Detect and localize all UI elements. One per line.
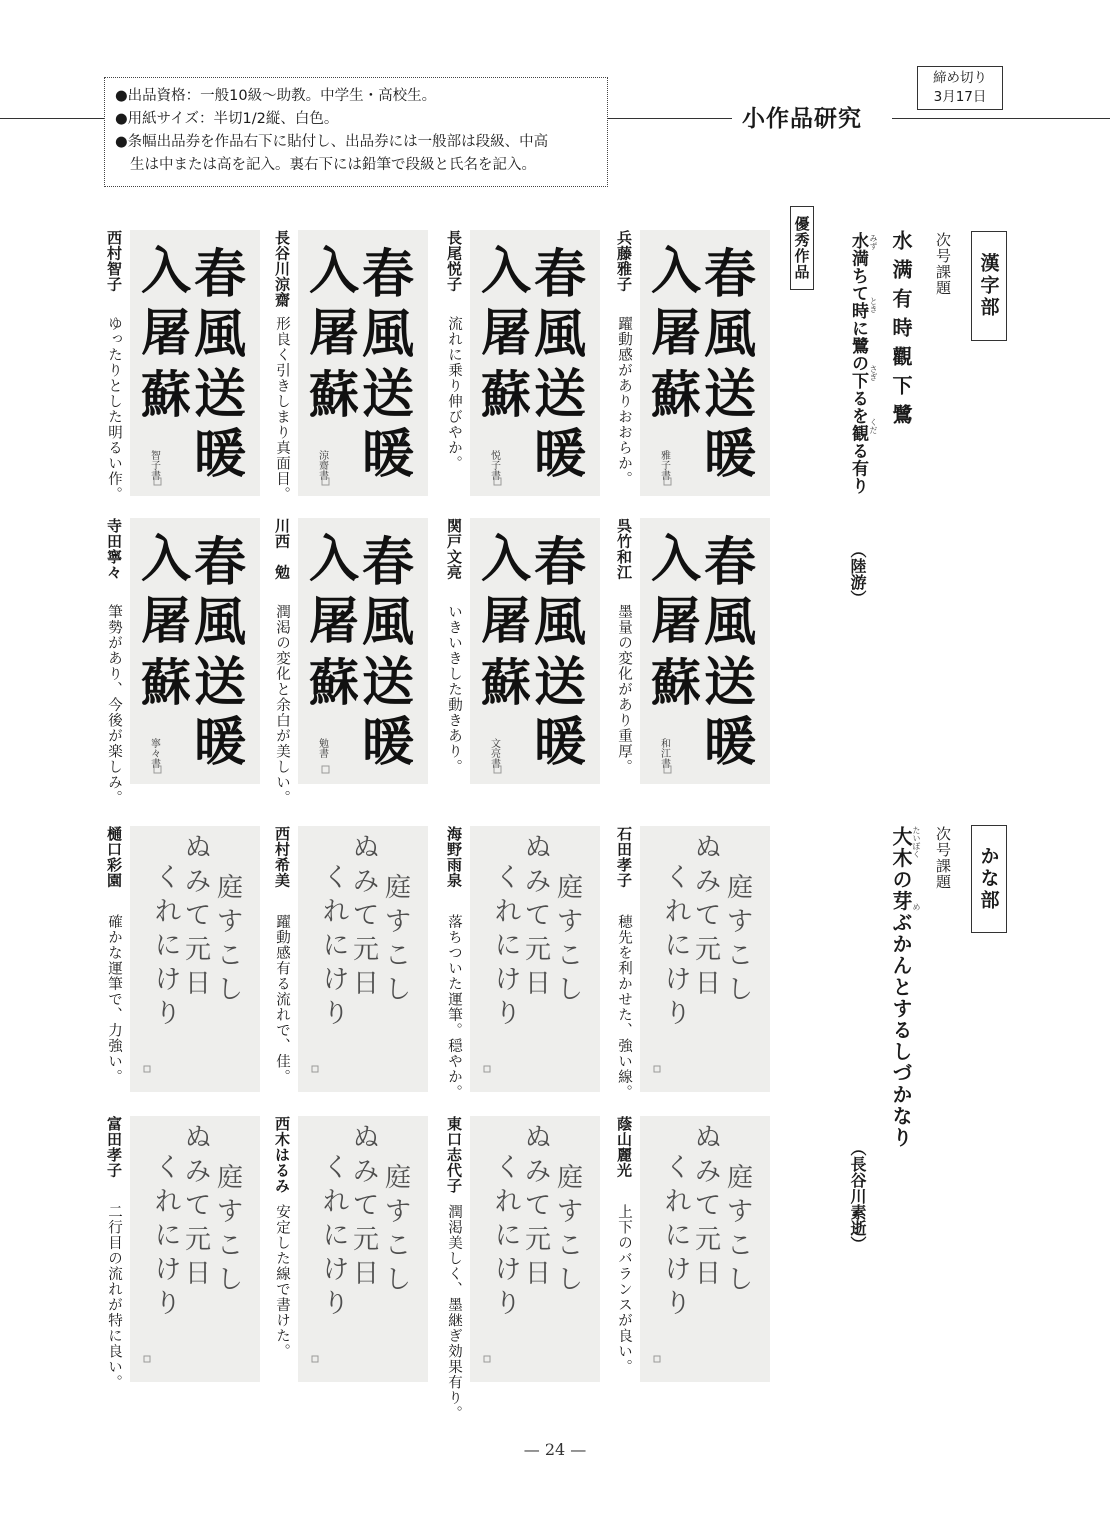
- svg-text:く: く: [494, 1153, 522, 1183]
- svg-text:送: 送: [533, 652, 587, 713]
- svg-text:智子書: 智子書: [148, 450, 160, 480]
- kana-entry: [442, 826, 602, 1100]
- svg-text:く: く: [494, 863, 522, 893]
- svg-text:入: 入: [651, 241, 701, 300]
- kana-ruby-1: たいぼく: [912, 826, 921, 858]
- kana-entry: [102, 1116, 262, 1390]
- svg-text:入: 入: [141, 241, 191, 300]
- info-line-1: ●出品資格：一般10級～助教。中学生・高校生。: [115, 88, 437, 104]
- svg-text:屠: 屠: [651, 591, 701, 650]
- svg-text:て: て: [184, 1191, 212, 1221]
- award-label: 優秀作品: [790, 206, 814, 290]
- kanji-theme-author: （陸游）: [848, 542, 867, 606]
- author-name: 呉竹和江: [615, 518, 633, 580]
- deadline-box: [917, 66, 1003, 110]
- kanji-entry: [102, 518, 262, 806]
- svg-text:く: く: [322, 1153, 350, 1183]
- svg-text:に: に: [154, 1221, 182, 1251]
- svg-text:送: 送: [703, 652, 757, 713]
- svg-text:日: 日: [352, 1259, 380, 1289]
- svg-text:く: く: [322, 863, 350, 893]
- svg-text:春: 春: [703, 532, 757, 593]
- svg-text:日: 日: [524, 969, 552, 999]
- kana-entry: [270, 826, 430, 1092]
- svg-text:入: 入: [481, 529, 531, 588]
- svg-text:庭: 庭: [556, 873, 584, 903]
- svg-text:暖: 暖: [703, 712, 757, 773]
- kanji-entry: [442, 518, 602, 784]
- svg-text:屠: 屠: [309, 591, 359, 650]
- svg-text:く: く: [664, 1153, 692, 1183]
- svg-text:て: て: [694, 1191, 722, 1221]
- kana-calligraphy-image: [130, 826, 260, 1092]
- svg-text:け: け: [664, 1255, 692, 1285]
- svg-text:元: 元: [352, 1225, 380, 1255]
- author-name: 長谷川涼齋: [273, 230, 291, 308]
- kanji-entry: [612, 518, 772, 784]
- author-name: 西木はるみ: [273, 1116, 291, 1194]
- svg-text:風: 風: [703, 304, 757, 365]
- svg-text:ぬ: ぬ: [694, 833, 722, 863]
- svg-text:ぬ: ぬ: [524, 1123, 552, 1153]
- kana-entry: [612, 826, 772, 1100]
- svg-text:し: し: [216, 975, 244, 1005]
- svg-text:暖: 暖: [193, 712, 247, 773]
- svg-text:春: 春: [533, 532, 587, 593]
- svg-text:蘇: 蘇: [309, 653, 359, 712]
- kana-section-label: かな部: [971, 825, 1007, 933]
- kana-calligraphy-image: [130, 1116, 260, 1382]
- svg-text:す: す: [216, 907, 244, 937]
- svg-text:風: 風: [533, 304, 587, 365]
- judge-comment: 確かな運筆で、力強い。: [106, 914, 122, 1085]
- svg-text:風: 風: [193, 304, 247, 365]
- svg-text:こ: こ: [556, 941, 584, 971]
- author-name: 川西 勉: [273, 518, 291, 580]
- svg-text:風: 風: [533, 592, 587, 653]
- svg-text:春: 春: [193, 532, 247, 593]
- header-rule-middle: [608, 118, 732, 119]
- svg-text:蘇: 蘇: [309, 365, 359, 424]
- svg-text:ぬ: ぬ: [524, 833, 552, 863]
- svg-text:て: て: [352, 1191, 380, 1221]
- svg-text:て: て: [184, 901, 212, 931]
- svg-text:み: み: [524, 1157, 552, 1187]
- kana-calligraphy-image: [298, 1116, 428, 1382]
- kanji-entry: [270, 518, 430, 806]
- author-name: 兵藤雅子: [615, 230, 633, 292]
- svg-text:て: て: [524, 1191, 552, 1221]
- svg-text:庭: 庭: [556, 1163, 584, 1193]
- svg-text:れ: れ: [494, 897, 522, 927]
- svg-text:春: 春: [361, 532, 415, 593]
- svg-text:く: く: [154, 1153, 182, 1183]
- svg-text:屠: 屠: [481, 303, 531, 362]
- svg-text:日: 日: [184, 969, 212, 999]
- svg-text:す: す: [384, 1197, 412, 1227]
- kanji-calligraphy-image: [130, 518, 260, 784]
- kana-calligraphy-image: [470, 826, 600, 1092]
- kana-calligraphy-image: [640, 1116, 770, 1382]
- judge-comment: 落ちついた運筆。穏やか。: [446, 914, 462, 1100]
- svg-text:春: 春: [361, 244, 415, 305]
- svg-text:す: す: [556, 907, 584, 937]
- judge-comment: 二行目の流れが特に良い。: [106, 1204, 122, 1390]
- kana-calligraphy-image: [640, 826, 770, 1092]
- svg-text:送: 送: [361, 364, 415, 425]
- svg-text:ぬ: ぬ: [184, 1123, 212, 1153]
- svg-text:日: 日: [352, 969, 380, 999]
- svg-text:送: 送: [703, 364, 757, 425]
- svg-text:ぬ: ぬ: [352, 833, 380, 863]
- kana-entry: [270, 1116, 430, 1382]
- svg-text:し: し: [726, 975, 754, 1005]
- svg-text:に: に: [664, 931, 692, 961]
- svg-text:け: け: [322, 965, 350, 995]
- svg-text:春: 春: [533, 244, 587, 305]
- author-name: 石田孝子: [615, 826, 633, 888]
- svg-text:こ: こ: [726, 941, 754, 971]
- svg-text:こ: こ: [556, 1231, 584, 1261]
- deadline-date: 3月17日: [933, 89, 987, 105]
- judge-comment: 躍動感がありおおらか。: [616, 316, 632, 487]
- kanji-calligraphy-image: [130, 230, 260, 496]
- kanji-calligraphy-image: [640, 518, 770, 784]
- author-name: 樋口彩園: [105, 826, 123, 888]
- svg-text:て: て: [352, 901, 380, 931]
- svg-text:悦子書: 悦子書: [488, 450, 500, 480]
- kanji-entry: [102, 230, 262, 502]
- kanji-entry: [442, 230, 602, 496]
- judge-comment: 安定した線で書けた。: [274, 1204, 290, 1359]
- svg-text:ぬ: ぬ: [352, 1123, 380, 1153]
- svg-text:元: 元: [184, 1225, 212, 1255]
- svg-text:庭: 庭: [726, 873, 754, 903]
- kana-entry: [102, 826, 262, 1092]
- deadline-label: 締め切り: [933, 70, 987, 86]
- svg-text:れ: れ: [664, 1187, 692, 1217]
- svg-text:庭: 庭: [216, 1163, 244, 1193]
- svg-text:元: 元: [524, 1225, 552, 1255]
- svg-text:り: り: [664, 999, 692, 1029]
- svg-text:屠: 屠: [651, 303, 701, 362]
- kanji-calligraphy-image: [298, 230, 428, 496]
- svg-text:屠: 屠: [141, 591, 191, 650]
- svg-text:み: み: [694, 1157, 722, 1187]
- svg-text:入: 入: [141, 529, 191, 588]
- svg-text:元: 元: [184, 935, 212, 965]
- svg-text:庭: 庭: [384, 1163, 412, 1193]
- svg-text:み: み: [352, 1157, 380, 1187]
- svg-text:蘇: 蘇: [141, 365, 191, 424]
- svg-text:庭: 庭: [726, 1163, 754, 1193]
- svg-text:元: 元: [524, 935, 552, 965]
- kanji-calligraphy-image: [470, 518, 600, 784]
- svg-text:入: 入: [309, 241, 359, 300]
- svg-text:す: す: [384, 907, 412, 937]
- svg-text:こ: こ: [216, 941, 244, 971]
- svg-text:れ: れ: [322, 897, 350, 927]
- submission-info-box: [104, 77, 608, 187]
- kana-calligraphy-image: [470, 1116, 600, 1382]
- svg-text:け: け: [664, 965, 692, 995]
- svg-text:寧々書: 寧々書: [148, 738, 160, 768]
- svg-text:勉書: 勉書: [316, 738, 328, 758]
- svg-text:け: け: [494, 1255, 522, 1285]
- kanji-entry: [612, 230, 772, 496]
- author-name: 長尾悦子: [445, 230, 463, 292]
- kana-calligraphy-image: [298, 826, 428, 1092]
- judge-comment: いきいきした動きあり。: [446, 604, 462, 775]
- svg-text:に: に: [322, 931, 350, 961]
- kanji-entry: [270, 230, 430, 502]
- svg-text:す: す: [726, 907, 754, 937]
- svg-text:り: り: [322, 999, 350, 1029]
- judge-comment: 形良く引きしまり真面目。: [274, 316, 290, 502]
- svg-text:暖: 暖: [533, 712, 587, 773]
- svg-text:涼齋書: 涼齋書: [316, 450, 328, 480]
- svg-text:蘇: 蘇: [651, 653, 701, 712]
- svg-text:雅子書: 雅子書: [658, 450, 670, 480]
- svg-text:庭: 庭: [216, 873, 244, 903]
- svg-text:れ: れ: [664, 897, 692, 927]
- svg-text:蘇: 蘇: [141, 653, 191, 712]
- svg-text:元: 元: [352, 935, 380, 965]
- svg-text:し: し: [726, 1265, 754, 1295]
- judge-comment: ゆったりとした明るい作。: [106, 316, 122, 502]
- judge-comment: 流れに乗り伸びやか。: [446, 316, 462, 471]
- kanji-next-label: 次号課題: [934, 232, 952, 296]
- svg-text:て: て: [694, 901, 722, 931]
- kana-entry: [442, 1116, 602, 1421]
- svg-text:送: 送: [193, 652, 247, 713]
- judge-comment: 墨量の変化があり重厚。: [616, 604, 632, 775]
- svg-text:み: み: [352, 867, 380, 897]
- author-name: 蔭山麗光: [615, 1116, 633, 1178]
- svg-text:に: に: [494, 1221, 522, 1251]
- svg-text:し: し: [384, 1265, 412, 1295]
- svg-text:み: み: [184, 867, 212, 897]
- svg-text:暖: 暖: [193, 424, 247, 485]
- judge-comment: 潤渇美しく、墨継ぎ効果有り。: [446, 1204, 462, 1421]
- page-number: — 24 —: [523, 1440, 587, 1459]
- svg-text:送: 送: [533, 364, 587, 425]
- kanji-theme-reading: 水満ちて時に鷺の下るを観る有り: [848, 232, 868, 495]
- svg-text:み: み: [694, 867, 722, 897]
- svg-text:く: く: [664, 863, 692, 893]
- svg-text:暖: 暖: [533, 424, 587, 485]
- judge-comment: 潤渇の変化と余白が美しい。: [274, 604, 290, 806]
- svg-text:こ: こ: [726, 1231, 754, 1261]
- author-name: 西村智子: [105, 230, 123, 292]
- svg-text:元: 元: [694, 935, 722, 965]
- kanji-ruby-3: とき: [869, 297, 878, 313]
- svg-text:日: 日: [694, 1259, 722, 1289]
- svg-text:ぬ: ぬ: [184, 833, 212, 863]
- svg-text:し: し: [556, 975, 584, 1005]
- svg-text:こ: こ: [384, 941, 412, 971]
- svg-text:こ: こ: [384, 1231, 412, 1261]
- svg-text:風: 風: [703, 592, 757, 653]
- svg-text:送: 送: [361, 652, 415, 713]
- header-rule-left: [0, 118, 104, 119]
- svg-text:和江書: 和江書: [658, 738, 670, 768]
- svg-text:り: り: [154, 1289, 182, 1319]
- judge-comment: 躍動感有る流れで、佳。: [274, 914, 290, 1085]
- svg-text:に: に: [154, 931, 182, 961]
- svg-text:れ: れ: [494, 1187, 522, 1217]
- info-line-2: ●用紙サイズ：半切1/2縦、白色。: [115, 111, 339, 127]
- svg-text:入: 入: [481, 241, 531, 300]
- svg-text:け: け: [494, 965, 522, 995]
- svg-text:け: け: [322, 1255, 350, 1285]
- svg-text:り: り: [154, 999, 182, 1029]
- svg-text:入: 入: [651, 529, 701, 588]
- svg-text:す: す: [726, 1197, 754, 1227]
- svg-text:け: け: [154, 1255, 182, 1285]
- svg-text:蘇: 蘇: [481, 653, 531, 712]
- svg-text:こ: こ: [216, 1231, 244, 1261]
- kanji-section-label: 漢字部: [971, 231, 1007, 341]
- svg-text:屠: 屠: [481, 591, 531, 650]
- kana-theme-author: （長谷川素逝）: [848, 1140, 867, 1252]
- judge-comment: 穂先を利かせた、強い線。: [616, 914, 632, 1100]
- svg-text:文亮書: 文亮書: [488, 738, 500, 768]
- svg-text:日: 日: [184, 1259, 212, 1289]
- svg-text:す: す: [216, 1197, 244, 1227]
- svg-text:し: し: [216, 1265, 244, 1295]
- svg-text:り: り: [664, 1289, 692, 1319]
- kanji-ruby-4: さぎ: [869, 365, 878, 381]
- svg-text:蘇: 蘇: [651, 365, 701, 424]
- svg-text:し: し: [556, 1265, 584, 1295]
- kanji-calligraphy-image: [640, 230, 770, 496]
- kanji-calligraphy-image: [470, 230, 600, 496]
- svg-text:ぬ: ぬ: [694, 1123, 722, 1153]
- svg-text:け: け: [154, 965, 182, 995]
- info-line-3: ●条幅出品券を作品右下に貼付し、出品券には一般部は段級、中高: [115, 134, 549, 150]
- svg-text:に: に: [494, 931, 522, 961]
- svg-text:り: り: [322, 1289, 350, 1319]
- svg-text:く: く: [154, 863, 182, 893]
- svg-text:日: 日: [524, 1259, 552, 1289]
- svg-text:送: 送: [193, 364, 247, 425]
- svg-text:庭: 庭: [384, 873, 412, 903]
- kanji-ruby-1: みず: [869, 234, 878, 250]
- kana-ruby-2: め: [912, 903, 921, 911]
- svg-text:暖: 暖: [703, 424, 757, 485]
- judge-comment: 上下のバランスが良い。: [616, 1204, 632, 1375]
- svg-text:春: 春: [193, 244, 247, 305]
- svg-text:元: 元: [694, 1225, 722, 1255]
- svg-text:り: り: [494, 999, 522, 1029]
- svg-text:り: り: [494, 1289, 522, 1319]
- svg-text:風: 風: [361, 304, 415, 365]
- kana-entry: [612, 1116, 772, 1382]
- kanji-ruby-5: くだ: [869, 418, 878, 434]
- svg-text:み: み: [524, 867, 552, 897]
- svg-text:屠: 屠: [309, 303, 359, 362]
- svg-text:風: 風: [193, 592, 247, 653]
- svg-text:れ: れ: [154, 1187, 182, 1217]
- kana-next-label: 次号課題: [934, 826, 952, 890]
- kanji-calligraphy-image: [298, 518, 428, 784]
- svg-text:て: て: [524, 901, 552, 931]
- svg-text:れ: れ: [154, 897, 182, 927]
- svg-text:屠: 屠: [141, 303, 191, 362]
- svg-text:に: に: [322, 1221, 350, 1251]
- svg-text:風: 風: [361, 592, 415, 653]
- svg-text:し: し: [384, 975, 412, 1005]
- kana-theme: 大木の芽ぶかんとするしづかなり: [889, 826, 913, 1149]
- author-name: 関戸文亮: [445, 518, 463, 580]
- header-rule-right: [892, 118, 1110, 119]
- judge-comment: 筆勢があり、今後が楽しみ。: [106, 604, 122, 806]
- svg-text:れ: れ: [322, 1187, 350, 1217]
- page-title: 小作品研究: [742, 106, 862, 132]
- svg-text:暖: 暖: [361, 712, 415, 773]
- svg-text:み: み: [184, 1157, 212, 1187]
- author-name: 西村希美: [273, 826, 291, 888]
- svg-text:に: に: [664, 1221, 692, 1251]
- svg-text:暖: 暖: [361, 424, 415, 485]
- svg-text:す: す: [556, 1197, 584, 1227]
- svg-text:入: 入: [309, 529, 359, 588]
- author-name: 富田孝子: [105, 1116, 123, 1178]
- svg-text:春: 春: [703, 244, 757, 305]
- author-name: 東口志代子: [445, 1116, 463, 1194]
- info-line-4: 生は中または高を記入。裏右下には鉛筆で段級と氏名を記入。: [130, 157, 536, 173]
- svg-text:日: 日: [694, 969, 722, 999]
- author-name: 寺田寧々: [105, 518, 123, 580]
- author-name: 海野雨泉: [445, 826, 463, 888]
- svg-text:蘇: 蘇: [481, 365, 531, 424]
- kanji-theme: 水满有時觀下鷺: [889, 230, 913, 433]
